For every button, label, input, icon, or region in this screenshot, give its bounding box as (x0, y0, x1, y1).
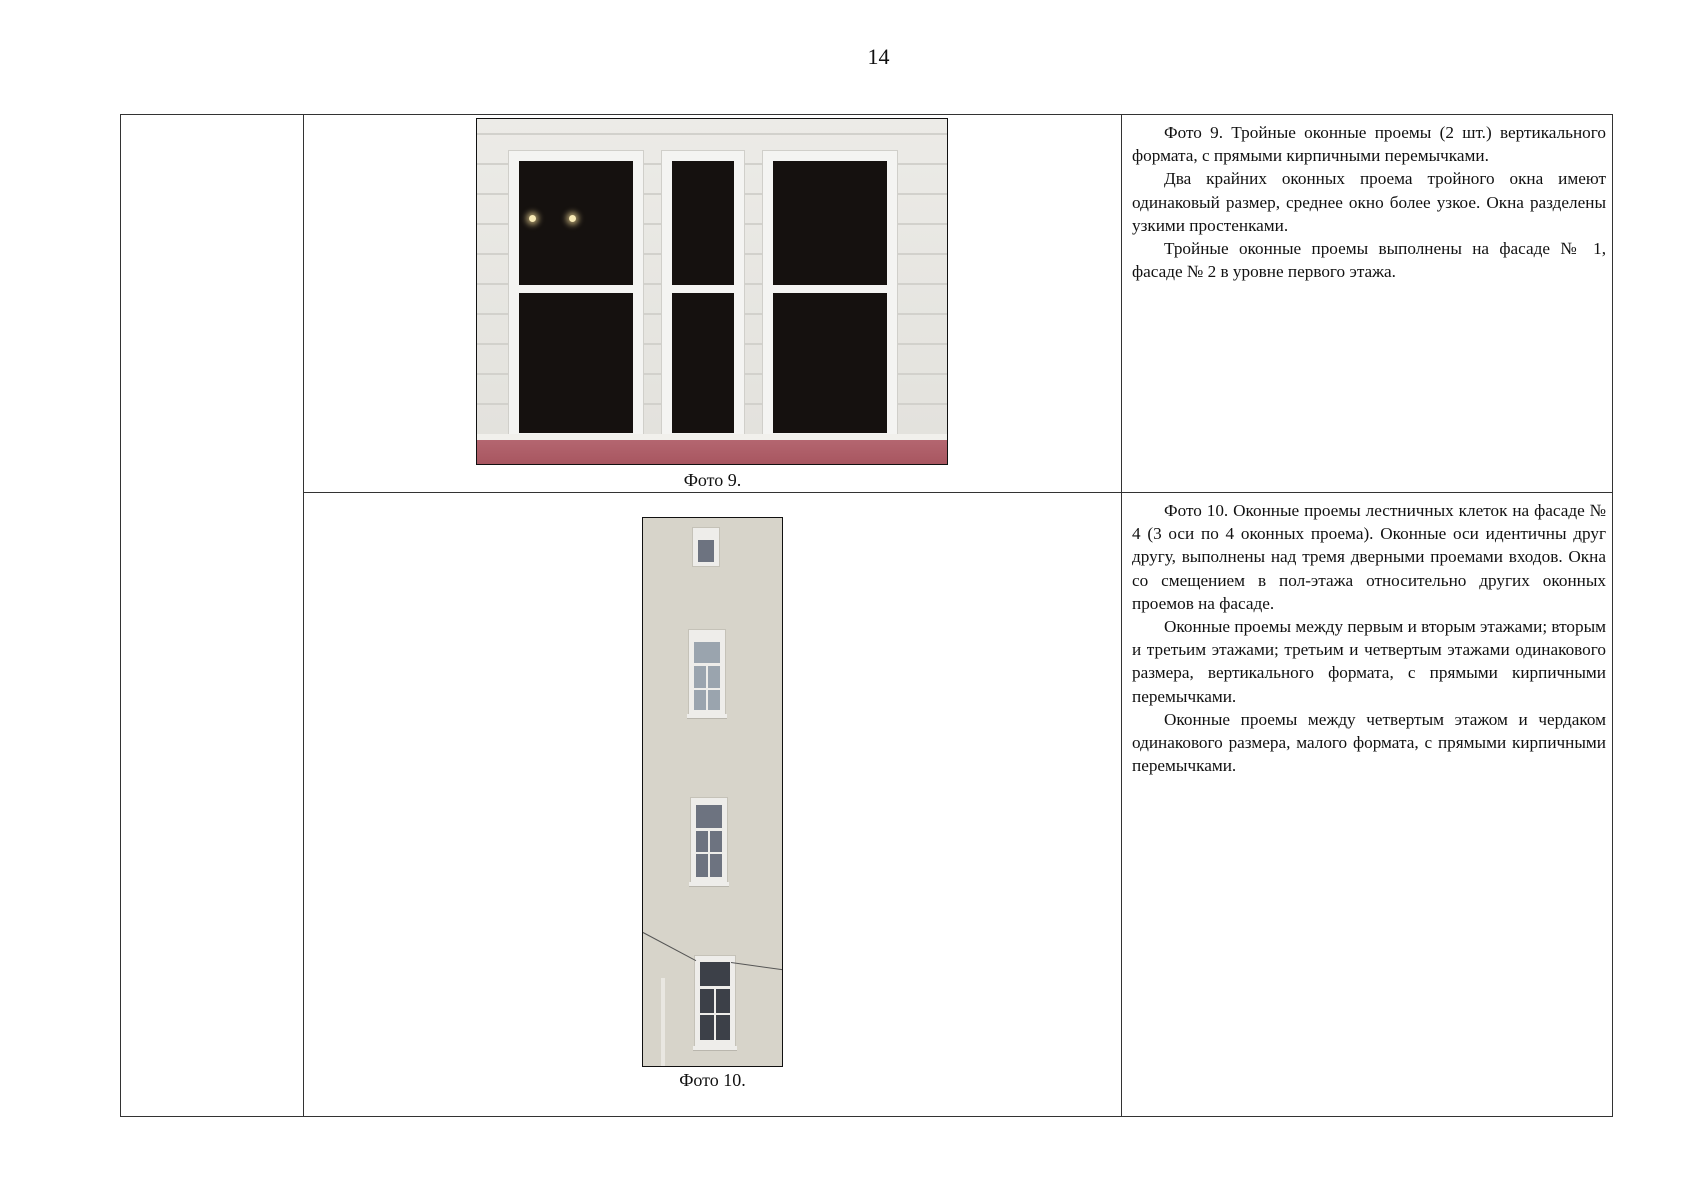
description-cell (1122, 115, 1613, 493)
table-row (121, 493, 1613, 1117)
paragraph: Фото 9. Тройные оконные проемы (2 шт.) вертикального формата, с прямыми кирпичными перемычками. (1132, 123, 1606, 166)
photo-caption: Фото 9. (683, 470, 742, 490)
table-row (121, 115, 1613, 493)
page-number: 14 (867, 44, 890, 69)
photo-9-image (476, 118, 948, 465)
photo-cell-9 (304, 115, 1122, 493)
document-table (120, 114, 1613, 1117)
photo-cell-10 (304, 493, 1122, 1117)
paragraph: Два крайних оконных проема тройного окна имеют одинаковый размер, среднее окно более узкое. Окна разделены узкими простенками. (1132, 169, 1606, 235)
paragraph: Тройные оконные проемы выполнены на фасаде № 1, фасаде № 2 в уровне первого этажа. (1132, 239, 1606, 282)
empty-label-cell (121, 115, 304, 1117)
paragraph: Оконные проемы между четвертым этажом и чердаком одинакового размера, малого формата, с прямыми кирпичными перемычками. (1132, 709, 1606, 776)
paragraph: Фото 10. Оконные проемы лестничных клеток на фасаде № 4 (3 оси по 4 оконных проема). Оконные оси идентичны друг другу, выполнены над тремя дверными проемами входов. Окна со смещением в пол-этажа относительно других оконных проемов на фасаде. (1132, 501, 1606, 613)
photo-10-image (642, 517, 783, 1067)
paragraph: Оконные проемы между первым и вторым этажами; вторым и третьим этажами; третьим и четвертым этажами одинакового размера, вертикального формата, с прямыми кирпичными перемычками. (1132, 617, 1606, 706)
photo-caption: Фото 10. (679, 1070, 746, 1090)
description-cell (1122, 493, 1613, 1117)
